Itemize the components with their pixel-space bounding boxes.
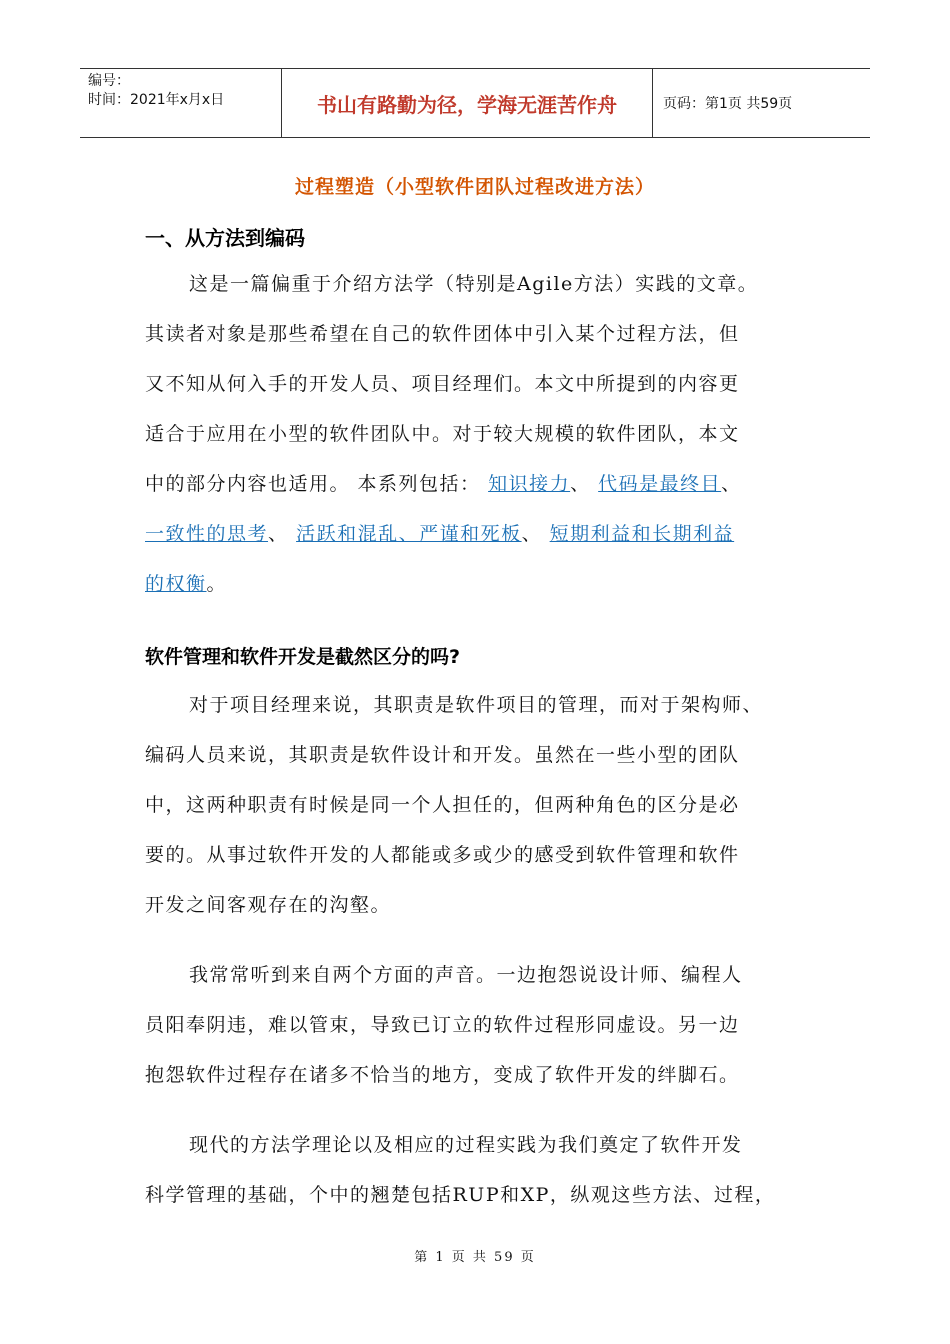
text-line: 我常常听到来自两个方面的声音。一边抱怨说设计师、编程人 xyxy=(189,964,743,986)
text-line: 又不知从何入手的开发人员、项目经理们。本文中所提到的内容更 xyxy=(145,373,740,395)
document-title: 过程塑造（小型软件团队过程改进方法） xyxy=(294,176,655,198)
link-short-long-term-benefits-cont[interactable]: 的权衡 xyxy=(145,573,207,595)
header-page-info: 页码：第1页 共59页 xyxy=(663,96,793,112)
text-line: 员阳奉阴违，难以管束，导致已订立的软件过程形同虚设。另一边 xyxy=(145,1014,740,1036)
section-heading-2: 软件管理和软件开发是截然区分的吗? xyxy=(145,646,461,668)
paragraph-methodology xyxy=(145,1120,817,1220)
text-line: 开发之间客观存在的沟壑。 xyxy=(145,894,392,916)
separator: 、 xyxy=(521,523,550,545)
section-heading-1: 一、从方法到编码 xyxy=(145,226,305,250)
document-date: 时间：2021年x月x日 xyxy=(88,92,225,108)
text-line: 现代的方法学理论以及相应的过程实践为我们奠定了软件开发 xyxy=(189,1134,743,1156)
separator: 、 xyxy=(721,473,742,495)
series-prefix: 中的部分内容也适用。 本系列包括： xyxy=(145,473,489,495)
text-line: 要的。从事过软件开发的人都能或多或少的感受到软件管理和软件 xyxy=(145,844,740,866)
period: 。 xyxy=(206,573,228,595)
link-active-chaos-rigorous-rigid[interactable]: 活跃和混乱、严谨和死板 xyxy=(296,523,522,545)
series-line xyxy=(145,459,817,509)
text-line: 适合于应用在小型的软件团队中。对于较大规模的软件团队，本文 xyxy=(145,423,740,445)
separator: 、 xyxy=(268,523,297,545)
text-line: 科学管理的基础，个中的翘楚包括RUP和XP，纵观这些方法、过程， xyxy=(145,1184,776,1206)
separator: 、 xyxy=(570,473,599,495)
link-consistency-thinking[interactable]: 一致性的思考 xyxy=(145,523,269,545)
text-line: 这是一篇偏重于介绍方法学（特别是Agile方法）实践的文章。 xyxy=(189,273,759,295)
document-number-label: 编号： xyxy=(88,73,130,89)
paragraph-complaints xyxy=(145,950,817,1100)
text-line: 编码人员来说，其职责是软件设计和开发。虽然在一些小型的团队 xyxy=(145,744,740,766)
link-short-long-term-benefits[interactable]: 短期利益和长期利益 xyxy=(549,523,735,545)
link-code-is-final-goal[interactable]: 代码是最终目 xyxy=(598,473,722,495)
page-footer: 第 1 页 共 59 页 xyxy=(414,1250,536,1265)
paragraph-roles xyxy=(145,680,817,930)
text-line: 对于项目经理来说，其职责是软件项目的管理，而对于架构师、 xyxy=(189,694,764,716)
text-line: 其读者对象是那些希望在自己的软件团体中引入某个过程方法，但 xyxy=(145,323,740,345)
text-line: 抱怨软件过程存在诸多不恰当的地方，变成了软件开发的绊脚石。 xyxy=(145,1064,740,1086)
series-line xyxy=(145,509,817,559)
header-meta xyxy=(80,69,282,137)
header-motto: 书山有路勤为径，学海无涯苦作舟 xyxy=(282,69,653,137)
link-knowledge-relay[interactable]: 知识接力 xyxy=(488,473,571,495)
page-header xyxy=(80,68,870,138)
text-line: 中，这两种职责有时候是同一个人担任的，但两种角色的区分是必 xyxy=(145,794,740,816)
series-line xyxy=(145,559,817,609)
intro-paragraph xyxy=(145,259,817,609)
